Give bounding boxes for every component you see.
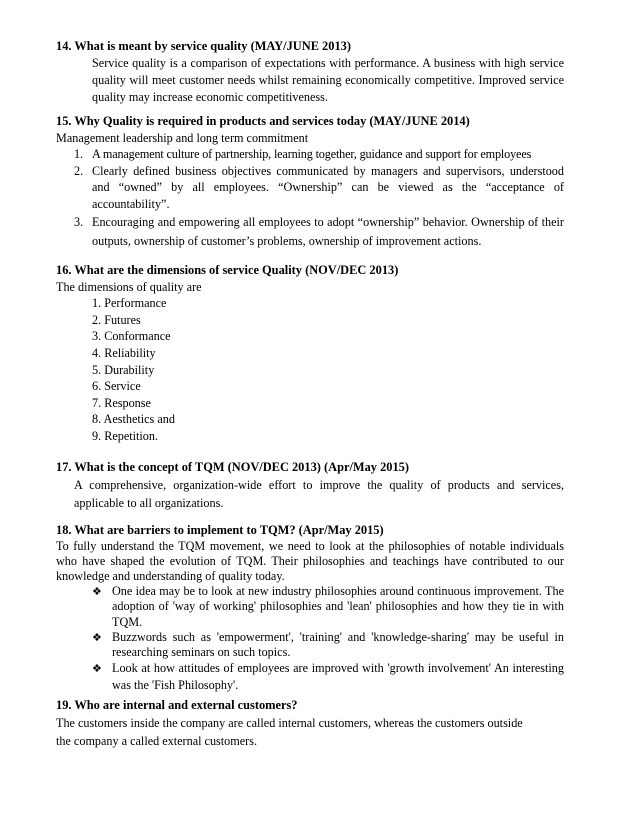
question-18-bullets	[56, 584, 564, 694]
question-19-answer-line-2: the company a called external customers.	[56, 733, 258, 748]
question-16-list	[56, 295, 564, 444]
question-19	[56, 697, 564, 750]
question-17	[56, 459, 564, 512]
question-17-title: 17. What is the concept of TQM (NOV/DEC 2013) (Apr/May 2015)	[56, 460, 409, 474]
question-15-list	[56, 146, 564, 250]
diamond-bullet-icon: ❖	[92, 630, 102, 644]
list-item: ❖ Look at how attitudes of employees are improved with 'growth involvement' An interesting was the 'Fish Philosophy'.	[92, 661, 564, 693]
question-19-answer-line-1: The customers inside the company are called internal customers, whereas the customers outside	[56, 715, 523, 730]
question-14	[56, 38, 564, 106]
question-18	[56, 522, 564, 694]
list-item: 6. Service	[92, 379, 141, 394]
list-item: 2. Futures	[92, 312, 141, 327]
question-18-intro: To fully understand the TQM movement, we need to look at the philosophies of notable individuals who have shaped the evolution of TQM. Their philosophies and teachings have contributed to our knowledge and understanding of quality today.	[56, 538, 564, 583]
question-19-title: 19. Who are internal and external customers?	[56, 698, 298, 712]
list-item: 1. Performance	[92, 296, 167, 311]
question-14-title: 14. What is meant by service quality (MAY/JUNE 2013)	[56, 39, 351, 53]
question-15-title: 15. Why Quality is required in products and services today (MAY/JUNE 2014)	[56, 114, 470, 128]
question-15	[56, 113, 564, 251]
list-item: 9. Repetition.	[92, 428, 159, 443]
question-15-intro: Management leadership and long term commitment	[56, 130, 309, 145]
list-item: ❖ One idea may be to look at new industry philosophies around continuous improvement. The adoption of 'way of working' philosophies and 'lean' philosophies and how they tie in with TQM.	[92, 584, 564, 629]
list-item: ❖ Buzzwords such as 'empowerment', 'training' and 'knowledge-sharing' may be useful in researching seminars on such topics.	[92, 629, 564, 660]
list-item: 3. Conformance	[92, 329, 171, 344]
question-16	[56, 262, 564, 445]
diamond-bullet-icon: ❖	[92, 585, 102, 599]
list-item: 5. Durability	[92, 362, 155, 377]
list-item: 8. Aesthetics and	[92, 412, 175, 427]
list-item: 1. A management culture of partnership, learning together, guidance and support for employees	[74, 147, 532, 162]
question-18-title: 18. What are barriers to implement to TQM? (Apr/May 2015)	[56, 523, 384, 537]
question-17-answer: A comprehensive, organization-wide effort to improve the quality of products and services, applicable to all organizations.	[74, 477, 564, 510]
question-14-answer: Service quality is a comparison of expectations with performance. A business with high service quality will meet customer needs whilst remaining economically competitive. Improved service quality may increase economic competitiveness.	[92, 55, 564, 104]
question-16-title: 16. What are the dimensions of service Quality (NOV/DEC 2013)	[56, 263, 399, 277]
list-item: 3. Encouraging and empowering all employees to adopt “ownership” behavior. Ownership of their outputs, ownership of customer’s problems, ownership of improvement actions.	[74, 214, 564, 248]
diamond-bullet-icon: ❖	[92, 662, 102, 676]
list-item: 7. Response	[92, 395, 151, 410]
question-16-intro: The dimensions of quality are	[56, 279, 202, 294]
list-item: 2. Clearly defined business objectives communicated by managers and supervisors, understood and “owned” by all employees. “Ownership” can be viewed as the “acceptance of accountability”.	[74, 163, 564, 211]
list-item: 4. Reliability	[92, 345, 156, 360]
